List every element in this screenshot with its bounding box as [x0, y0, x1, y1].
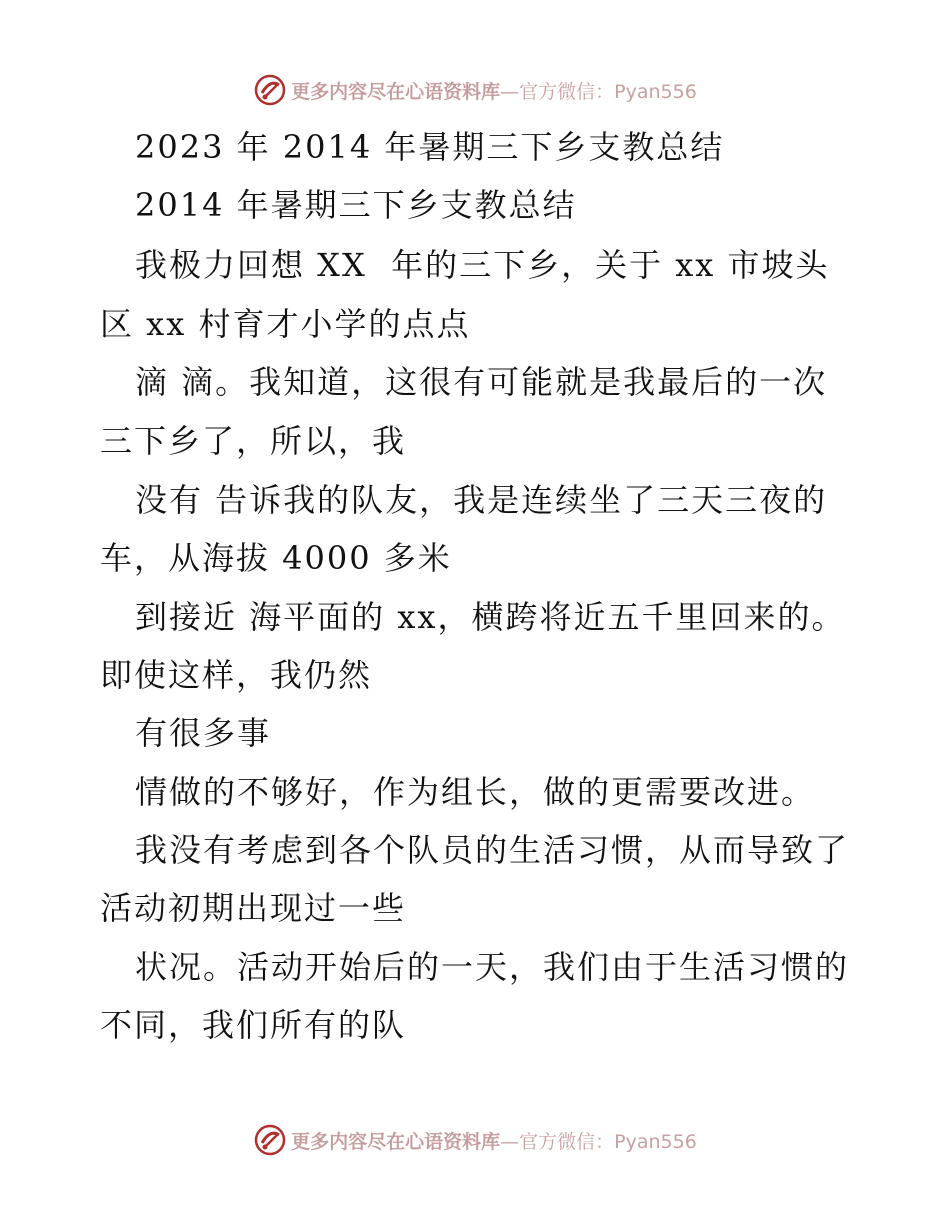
logo-icon: [253, 73, 287, 107]
doc-line: 区 xx 村育才小学的点点: [100, 305, 471, 343]
doc-line: 没有 告诉我的队友，我是连续坐了三天三夜的: [135, 481, 828, 519]
doc-line: 滴 滴。我知道，这很有可能就是我最后的一次: [135, 363, 828, 401]
doc-line: 不同，我们所有的队: [100, 1006, 407, 1044]
doc-line: 活动初期出现过一些: [100, 889, 407, 927]
doc-line: 车，从海拔 4000 多米: [100, 539, 452, 577]
doc-line: 2014 年暑期三下乡支教总结: [135, 186, 577, 224]
header-watermark: [0, 70, 950, 110]
logo-icon: [253, 1123, 287, 1157]
doc-line: 我没有考虑到各个队员的生活习惯，从而导致了: [135, 831, 850, 869]
doc-line: 情做的不够好，作为组长，做的更需要改进。: [135, 773, 816, 811]
doc-line: 三下乡了，所以，我: [100, 422, 407, 460]
doc-line: 2023 年 2014 年暑期三下乡支教总结: [135, 128, 725, 166]
doc-line: 有很多事: [135, 714, 272, 752]
watermark-text: 更多内容尽在心语资料库—官方微信：Pyan556: [291, 80, 697, 103]
watermark-text: 更多内容尽在心语资料库—官方微信：Pyan556: [291, 1130, 697, 1153]
doc-line: 我极力回想 XX 年的三下乡，关于 xx 市坡头: [135, 246, 830, 284]
footer-watermark: [0, 1120, 950, 1160]
doc-line: 到接近 海平面的 xx，横跨将近五千里回来的。: [135, 598, 846, 636]
doc-line: 状况。活动开始后的一天，我们由于生活习惯的: [135, 948, 850, 986]
doc-line: 即使这样，我仍然: [100, 656, 373, 694]
